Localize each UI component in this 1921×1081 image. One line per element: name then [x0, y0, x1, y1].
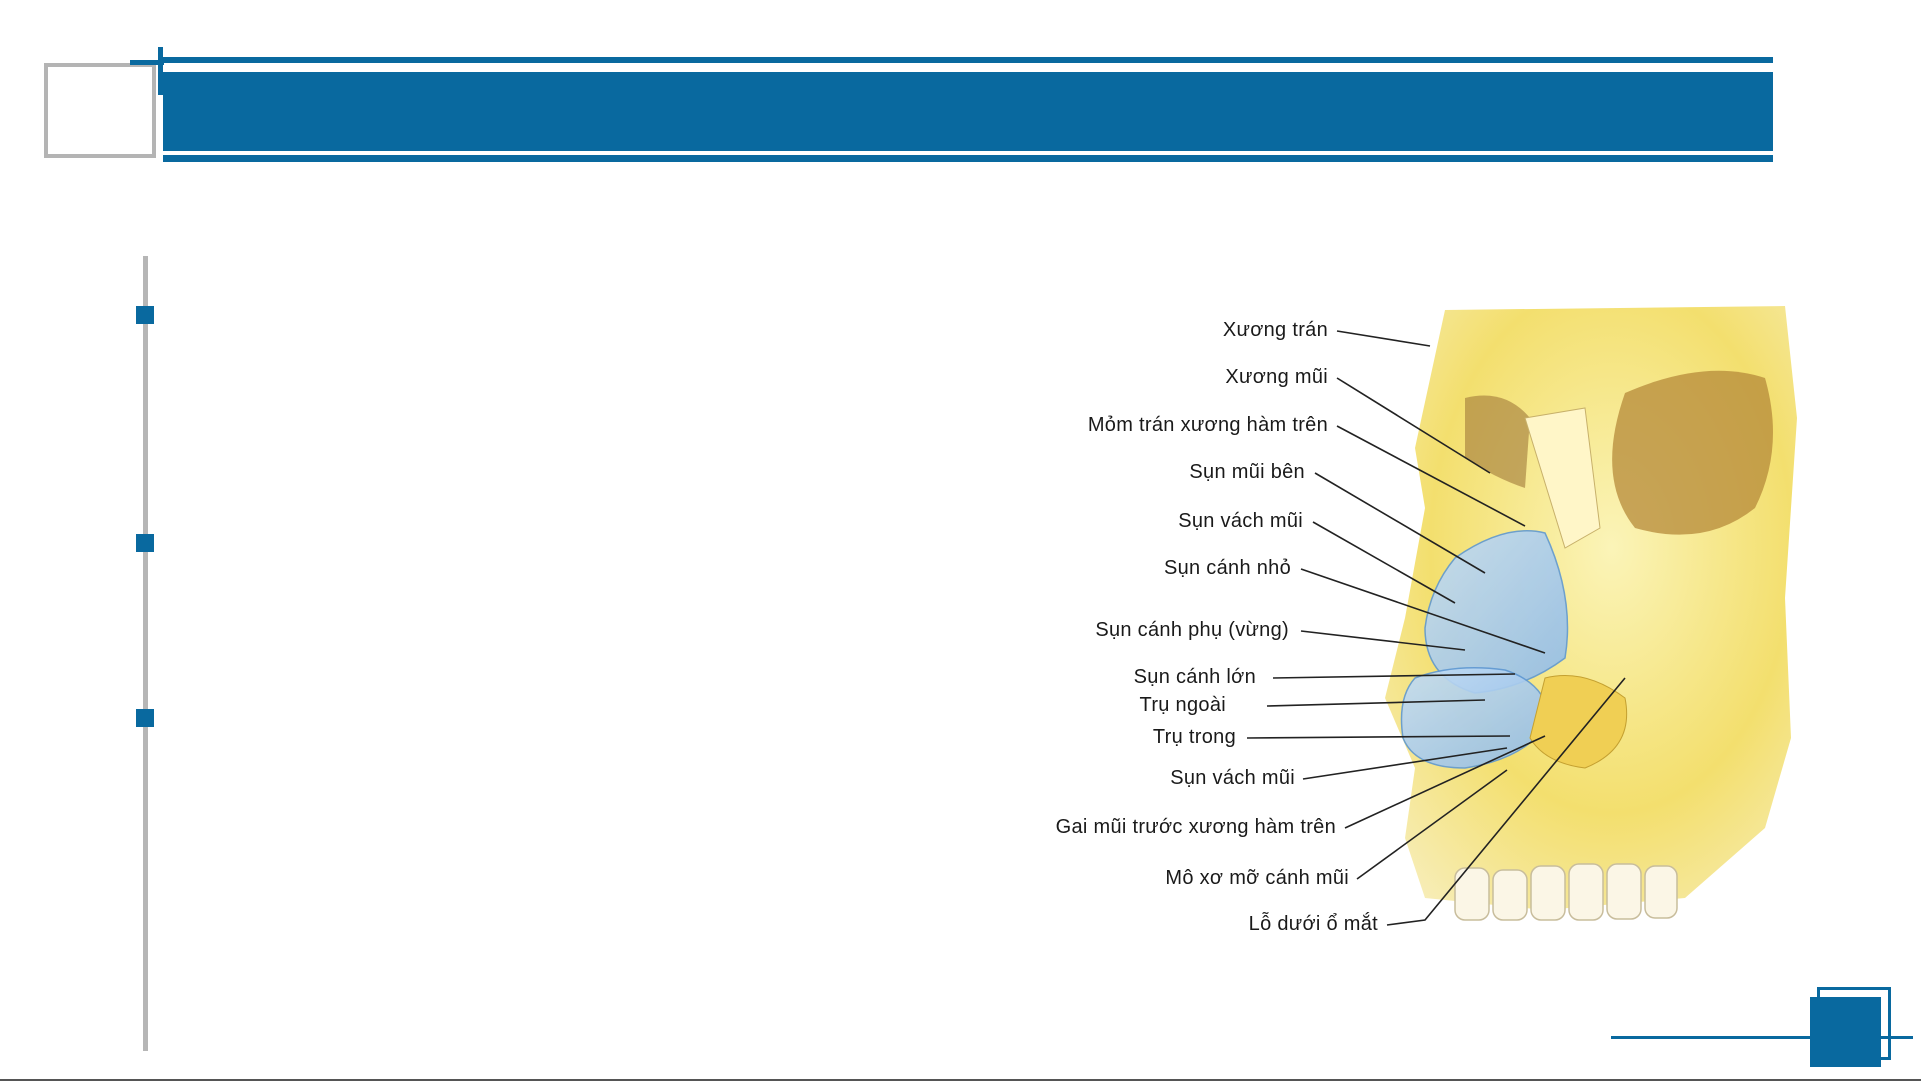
label-sun-mui-ben: Sụn mũi bên	[1189, 461, 1305, 483]
label-sun-vach-mui-2: Sụn vách mũi	[1170, 767, 1295, 789]
bullet-marker-2	[136, 534, 154, 552]
label-xuong-mui: Xương mũi	[1225, 366, 1328, 388]
footer-box	[1810, 997, 1881, 1067]
label-gai-mui: Gai mũi trước xương hàm trên	[1055, 816, 1336, 838]
label-tru-ngoai: Trụ ngoài	[1139, 694, 1226, 716]
label-sun-canh-nho: Sụn cánh nhỏ	[1163, 557, 1291, 579]
bullet-marker-1	[136, 306, 154, 324]
title-bar	[163, 72, 1773, 151]
leader-line-1	[1337, 331, 1430, 346]
nasal-anatomy-illustration	[985, 298, 1801, 938]
orbit-socket	[1612, 371, 1773, 535]
header-top-line	[163, 57, 1773, 63]
label-sun-canh-phu: Sụn cánh phụ (vừng)	[1095, 619, 1289, 641]
header-corner-box	[44, 63, 156, 158]
label-lo-duoi-o-mat: Lỗ dưới ổ mắt	[1248, 913, 1378, 935]
label-tru-trong: Trụ trong	[1152, 726, 1236, 748]
label-sun-vach-mui: Sụn vách mũi	[1178, 510, 1303, 532]
nasal-anatomy-figure	[985, 298, 1801, 938]
label-xuong-tran: Xương trán	[1222, 319, 1328, 341]
label-mo-xo-mo: Mô xơ mỡ cánh mũi	[1165, 867, 1349, 889]
header-corner-tick-vertical	[158, 47, 163, 95]
timeline-line	[143, 256, 148, 1051]
bullet-marker-3	[136, 709, 154, 727]
header-bottom-line	[163, 155, 1773, 162]
label-mom-tran: Mỏm trán xương hàm trên	[1087, 414, 1328, 436]
label-sun-canh-lon: Sụn cánh lớn	[1133, 666, 1256, 688]
label-group	[1056, 319, 1379, 935]
